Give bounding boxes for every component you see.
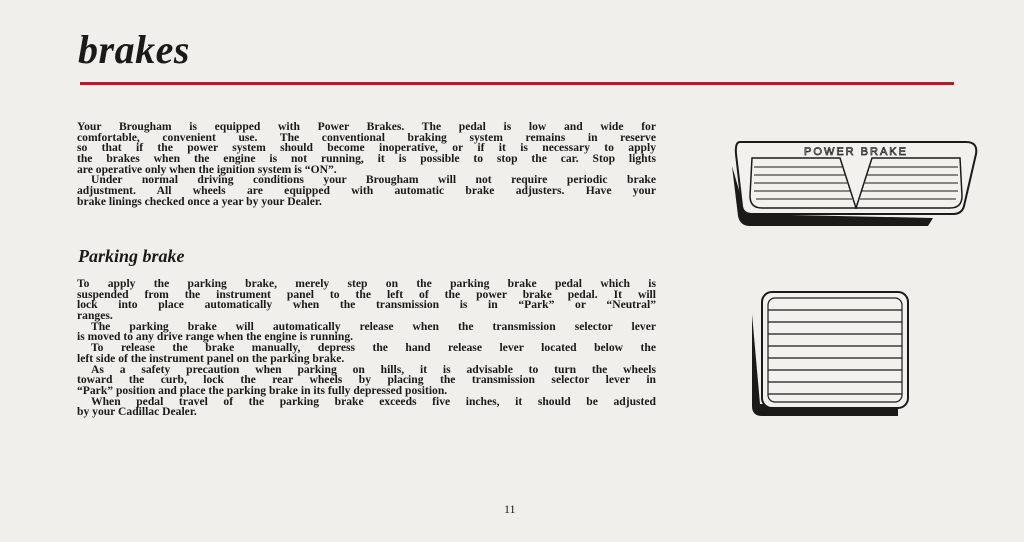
text-line: the brakes when the engine is not running, it is possible to stop the car. Stop lights xyxy=(77,152,656,166)
title-rule xyxy=(80,82,954,85)
text-line: lock into place automatically when the transmission is in “Park” or “Neutral” xyxy=(77,298,656,312)
text-line: brake linings checked once a year by your Dealer. xyxy=(77,194,322,208)
page-title: brakes xyxy=(78,27,190,72)
text-line: so that if the power system should become inoperative, or if it is necessary to apply xyxy=(77,141,656,155)
text-line: toward the curb, lock the rear wheels by placing the transmission selector lever in xyxy=(77,373,656,387)
parking-brake-pedal-illustration xyxy=(748,286,918,421)
parking-brake-heading: Parking brake xyxy=(78,246,185,266)
text-line: The parking brake will automatically release when the transmission selector lever xyxy=(91,319,656,333)
text-line: left side of the instrument panel on the parking brake. xyxy=(77,351,345,365)
pedal-label: POWER BRAKE xyxy=(804,146,908,158)
power-brake-pedal-illustration xyxy=(728,136,983,231)
text-line: comfortable, convenient use. The conventional braking system remains in reserve xyxy=(77,130,656,144)
text-line: is moved to any drive range when the engine is running. xyxy=(77,330,354,344)
text-line: adjustment. All wheels are equipped with automatic brake adjusters. Have your xyxy=(77,184,656,198)
text-line: To release the brake manually, depress the hand release lever located below the xyxy=(91,341,656,355)
text-line: Your Brougham is equipped with Power Brakes. The pedal is low and wide for xyxy=(77,120,656,133)
text-line: To apply the parking brake, merely step on the parking brake pedal which is xyxy=(77,277,656,290)
page-number: 11 xyxy=(504,502,516,516)
text-line: “Park” position and place the parking brake in its fully depressed position. xyxy=(77,383,448,397)
intro-text xyxy=(77,122,656,208)
text-line: by your Cadillac Dealer. xyxy=(77,405,197,419)
text-line: As a safety precaution when parking on hills, it is advisable to turn the wheels xyxy=(91,362,656,376)
text-line: ranges. xyxy=(77,309,113,323)
parking-brake-text xyxy=(77,279,656,418)
text-line: are operative only when the ignition system is “ON”. xyxy=(77,162,337,176)
text-line: suspended from the instrument panel to the left of the power brake pedal. It will xyxy=(77,287,656,301)
text-line: When pedal travel of the parking brake exceeds five inches, it should be adjusted xyxy=(91,394,656,408)
text-line: Under normal driving conditions your Brougham will not require periodic brake xyxy=(91,173,656,187)
